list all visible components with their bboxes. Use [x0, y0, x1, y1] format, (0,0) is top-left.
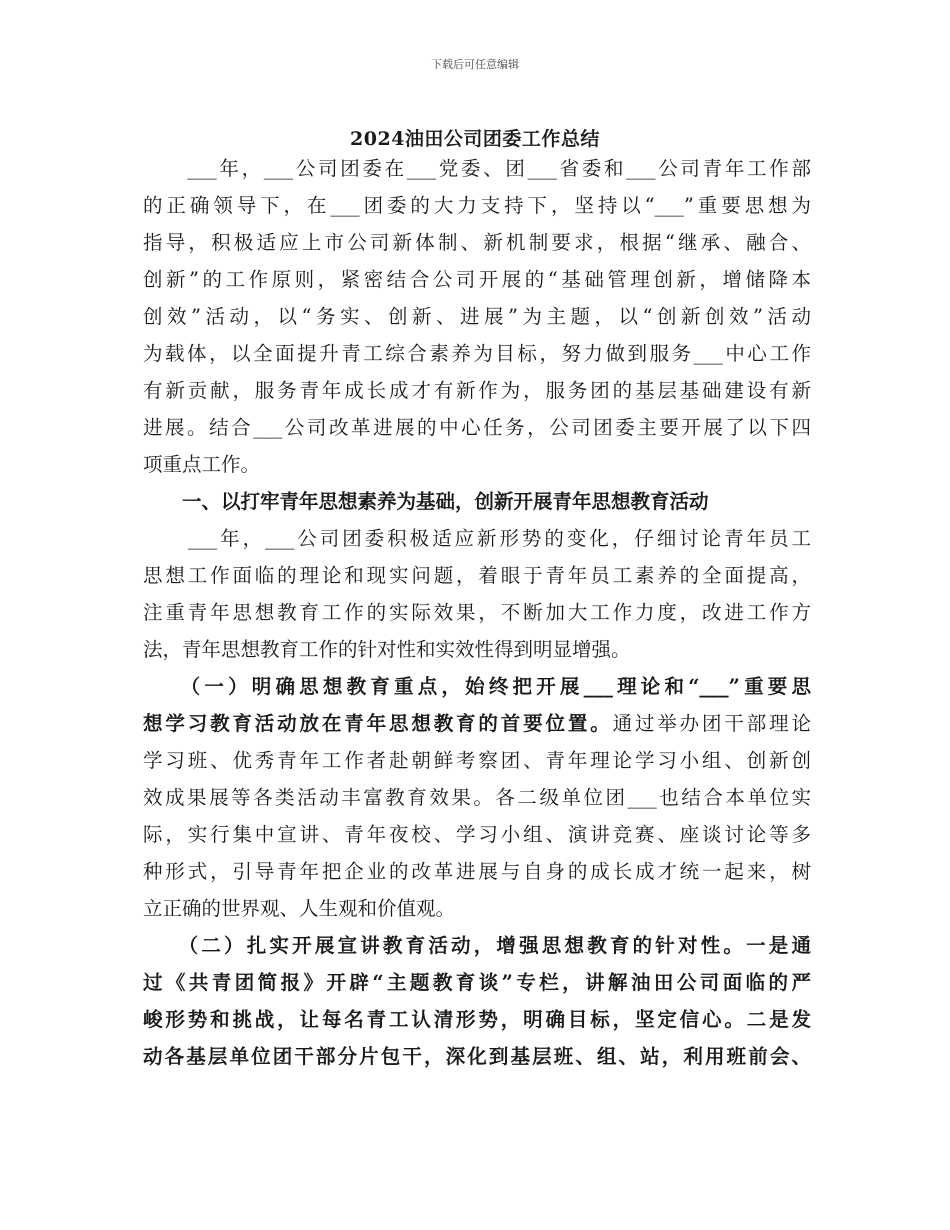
text-line: 创效”活动，以“务实、创新、进展”为主题，以“创新创效”活动 [143, 305, 811, 328]
text-line: 指导，积极适应上市公司新体制、新机制要求，根据“继承、融合、 [143, 231, 811, 254]
text-line: ___年，___公司团委积极适应新形势的变化，仔细讨论青年员工 [143, 527, 811, 550]
text-line: 效成果展等各类活动丰富教育效果。各二级单位团___也结合本单位实 [143, 786, 811, 809]
text-line: 峻形势和挑战，让每名青工认清形势，明确目标，坚定信心。二是发 [143, 1008, 811, 1031]
text-line: （一）明确思想教育重点，始终把开展___理论和“___”重要思 [143, 675, 811, 698]
text-line: （二）扎实开展宣讲教育活动，增强思想教育的针对性。一是通 [143, 934, 811, 957]
text-line: 立正确的世界观、人生观和价值观。 [143, 897, 456, 920]
text-line: 项重点工作。 [143, 453, 261, 476]
document-title: 2024油田公司团委工作总结 [350, 128, 600, 150]
body-text: 通过举办团干部理论 [612, 712, 811, 735]
text-line: 法，青年思想教育工作的针对性和实效性得到明显增强。 [143, 638, 631, 661]
text-line: 进展。结合___公司改革进展的中心任务，公司团委主要开展了以下四 [143, 416, 811, 439]
document-body [143, 150, 811, 1075]
page-header-note: 下载后可任意编辑 [431, 58, 519, 71]
text-line: 为载体，以全面提升青工综合素养为目标，努力做到服务___中心工作 [143, 342, 811, 365]
text-line: 创新”的工作原则，紧密结合公司开展的“基础管理创新，增储降本 [143, 268, 811, 291]
text-line: 有新贡献，服务青年成长成才有新作为，服务团的基层基础建设有新 [143, 379, 811, 402]
text-line: 动各基层单位团干部分片包干，深化到基层班、组、站，利用班前会、 [143, 1045, 811, 1068]
text-line: 学习班、优秀青年工作者赴朝鲜考察团、青年理论学习小组、创新创 [143, 749, 811, 772]
text-line [143, 705, 811, 742]
bold-lead-text: 想学习教育活动放在青年思想教育的首要位置。 [143, 712, 613, 735]
text-line: 思想工作面临的理论和现实问题，着眼于青年员工素养的全面提高， [143, 564, 811, 587]
text-line: 注重青年思想教育工作的实际效果，不断加大工作力度，改进工作方 [143, 601, 811, 624]
text-line: 的正确领导下，在___团委的大力支持下，坚持以“___”重要思想为 [143, 194, 811, 217]
text-line: 过《共青团简报》开辟“主题教育谈”专栏，讲解油田公司面临的严 [143, 971, 811, 994]
text-line: 种形式，引导青年把企业的改革进展与自身的成长成才统一起来，树 [143, 860, 811, 883]
text-line: 际，实行集中宣讲、青年夜校、学习小组、演讲竞赛、座谈讨论等多 [143, 823, 811, 846]
section-heading: 一、以打牢青年思想素养为基础，创新开展青年思想教育活动 [143, 490, 709, 513]
text-line: ___年，___公司团委在___党委、团___省委和___公司青年工作部 [143, 157, 811, 180]
